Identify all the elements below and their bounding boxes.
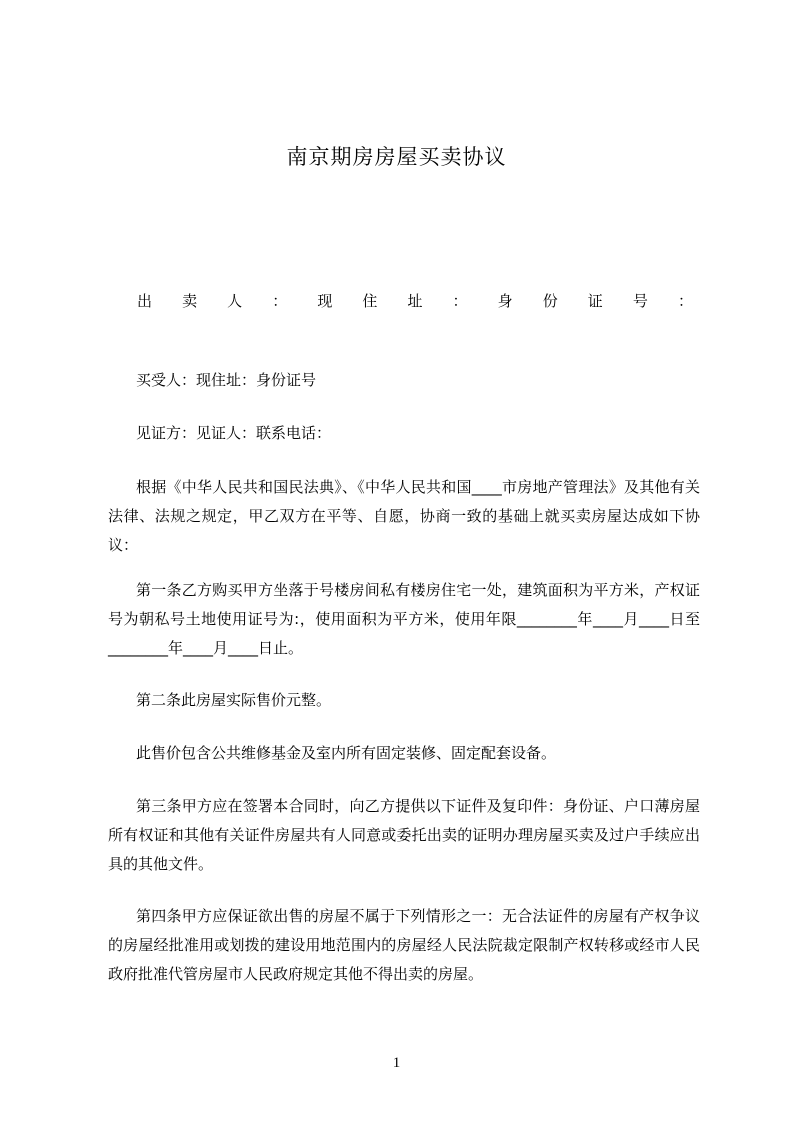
seller-line-char: 卖 (182, 292, 198, 310)
article-4-paragraph: 第四条甲方应保证欲出售的房屋不属于下列情形之一：无合法证件的房屋有产权争议的房屋经批准用或划拨的建设用地范围内的房屋经人民法院裁定限制产权转移或经市人民政府批准代管房屋市人民政府规定其他不得出卖的房屋。 (108, 907, 700, 983)
seller-line-char: 住 (362, 292, 378, 310)
article-1-paragraph: 第一条乙方购买甲方坐落于号楼房间私有楼房住宅一处，建筑面积为平方米，产权证号为朝私号土地使用证号为:，使用面积为平方米，使用年限________年____月____日至________年____月____日止。 (108, 581, 700, 657)
seller-line-char: 身 (497, 292, 513, 310)
price-note-paragraph: 此售价包含公共维修基金及室内所有固定装修、固定配套设备。 (136, 744, 557, 762)
buyer-info-line: 买受人：现住址：身份证号 (136, 371, 317, 389)
seller-line-char: ： (677, 292, 693, 310)
seller-line-char: ： (452, 292, 468, 310)
document-title: 南京期房房屋买卖协议 (286, 145, 507, 169)
seller-line-char: 份 (542, 292, 558, 310)
seller-info-line (137, 290, 693, 311)
seller-line-char: 现 (317, 292, 333, 310)
page-number: 1 (392, 1055, 401, 1071)
seller-line-char: 址 (407, 292, 423, 310)
seller-line-char: 人 (227, 292, 243, 310)
witness-info-line: 见证方：见证人：联系电话： (136, 424, 332, 442)
preamble-paragraph: 根据《中华人民共和国民法典》、《中华人民共和国____市房地产管理法》及其他有关法律、法规之规定，甲乙双方在平等、自愿，协商一致的基础上就买卖房屋达成如下协议： (108, 478, 700, 554)
article-2-paragraph: 第二条此房屋实际售价元整。 (136, 691, 332, 709)
seller-line-char: 证 (587, 292, 603, 310)
seller-line-char: 号 (632, 292, 648, 310)
article-3-paragraph: 第三条甲方应在签署本合同时，向乙方提供以下证件及复印件：身份证、户口薄房屋所有权证和其他有关证件房屋共有人同意或委托出卖的证明办理房屋买卖及过户手续应出具的其他文件。 (108, 797, 700, 873)
seller-line-char: 出 (137, 292, 153, 310)
seller-line-char: ： (272, 292, 288, 310)
